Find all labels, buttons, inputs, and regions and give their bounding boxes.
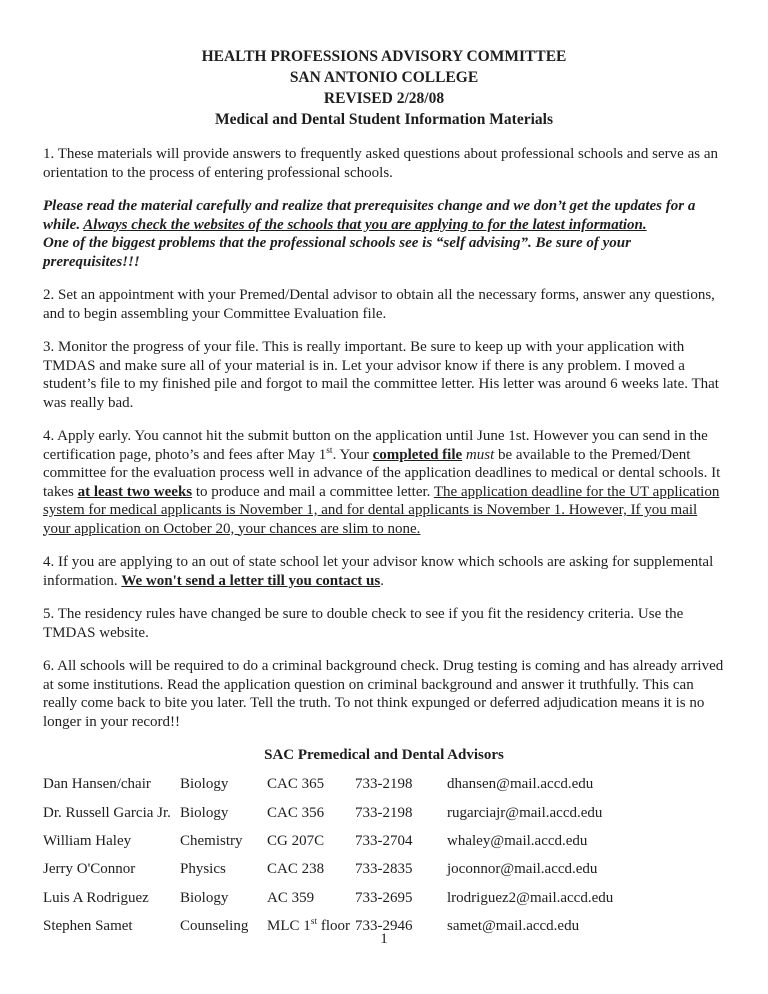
advisor-email: lrodriguez2@mail.accd.edu bbox=[447, 889, 614, 906]
advisors-table-heading: SAC Premedical and Dental Advisors bbox=[264, 747, 504, 763]
advisor-phone: 733-2704 bbox=[355, 832, 413, 849]
advisor-name: Dan Hansen/chair bbox=[43, 776, 151, 793]
table-row bbox=[43, 799, 725, 827]
advisor-email: rugarciajr@mail.accd.edu bbox=[447, 804, 603, 821]
advisors-table bbox=[43, 771, 725, 941]
paragraph-4-apply-early: 4. Apply early. You cannot hit the submit button on the application until June 1st. However you can send in the certification page, photo’s and fees after May 1st. Your completed file must be available to the Premed/Dent committee for the evaluation process well in advance of the application deadlines to medical or dental schools. It takes at least two weeks to produce and mail a committee letter. The application deadline for the UT application system for medical applicants is November 1, and for dental applicants is November 1. However, If you mail your application on October 20, your chances are slim to none. bbox=[43, 428, 721, 537]
advisor-office: CG 207C bbox=[267, 832, 325, 849]
advisor-name: William Haley bbox=[43, 832, 132, 849]
title-line-revised-date: REVISED 2/28/08 bbox=[323, 90, 445, 107]
advisor-phone: 733-2946 bbox=[355, 918, 413, 935]
advisor-email: joconnor@mail.accd.edu bbox=[447, 861, 598, 878]
advisor-department: Physics bbox=[180, 861, 226, 878]
paragraph-3-monitor-file: 3. Monitor the progress of your file. This is really important. Be sure to keep up with your application with TMDAS and make sure all of your material is in. Let your advisor know if there is any problem. I moved a student’s file to my finished pile and forgot to mail the committee letter. His letter was around 6 weeks late. That was really bad. bbox=[43, 339, 719, 411]
advisor-department: Biology bbox=[180, 889, 229, 906]
title-line-subject: Medical and Dental Student Information Materials bbox=[215, 111, 553, 128]
advisor-email: whaley@mail.accd.edu bbox=[447, 832, 588, 849]
paragraph-1-materials-intro: 1. These materials will provide answers to frequently asked questions about professional schools and serve as an orientation to the process of entering professional schools. bbox=[43, 146, 718, 181]
advisor-department: Biology bbox=[180, 804, 229, 821]
advisor-department: Counseling bbox=[180, 918, 249, 935]
advisor-email: samet@mail.accd.edu bbox=[447, 918, 580, 935]
advisor-name: Jerry O'Connor bbox=[43, 861, 136, 878]
advisor-office: AC 359 bbox=[267, 889, 315, 906]
title-line-college: SAN ANTONIO COLLEGE bbox=[289, 69, 479, 86]
advisor-department: Chemistry bbox=[180, 832, 243, 849]
advisor-office: CAC 365 bbox=[267, 776, 325, 793]
advisor-name: Luis A Rodriguez bbox=[43, 889, 149, 906]
table-row bbox=[43, 827, 725, 855]
advisor-office: CAC 238 bbox=[267, 861, 325, 878]
paragraph-4-out-of-state: 4. If you are applying to an out of state school let your advisor know which schools are asking for supplemental information. We won't send a letter till you contact us. bbox=[43, 554, 714, 589]
advisor-email: dhansen@mail.accd.edu bbox=[447, 776, 594, 793]
advisor-office: MLC 1st floor bbox=[267, 917, 351, 935]
advisor-phone: 733-2835 bbox=[355, 861, 413, 878]
advisor-department: Biology bbox=[180, 776, 229, 793]
advisor-name: Dr. Russell Garcia Jr. bbox=[43, 804, 171, 821]
advisor-phone: 733-2695 bbox=[355, 889, 413, 906]
paragraph-2-set-appointment: 2. Set an appointment with your Premed/Dental advisor to obtain all the necessary forms, answer any questions, and to begin assembling your Committee Evaluation file. bbox=[43, 287, 715, 322]
page-number: 1 bbox=[380, 931, 388, 947]
table-row bbox=[43, 856, 725, 884]
advisor-phone: 733-2198 bbox=[355, 804, 413, 821]
paragraph-6-background-check: 6. All schools will be required to do a criminal background check. Drug testing is coming and has already arrived at some institutions. Read the application question on criminal background and answer it truthfully. This can really come back to bite you later. Tell the truth. To not think expunged or deferred adjudication means it is no longer in your record!! bbox=[43, 658, 724, 730]
paragraph-prerequisites-warning: Please read the material carefully and realize that prerequisites change and we don’t get the updates for a while. Always check the websites of the schools that you are applying to for the latest information. One of the biggest problems that the professional schools see is “self advising”. Be sure of your prerequisites!!! bbox=[43, 198, 696, 270]
paragraph-5-residency-rules: 5. The residency rules have changed be sure to double check to see if you fit the residency criteria. Use the TMDAS website. bbox=[43, 606, 684, 641]
title-line-committee: HEALTH PROFESSIONS ADVISORY COMMITTEE bbox=[201, 48, 567, 65]
table-row bbox=[43, 884, 725, 912]
advisor-phone: 733-2198 bbox=[355, 776, 413, 793]
table-row bbox=[43, 771, 725, 799]
advisor-office: CAC 356 bbox=[267, 804, 325, 821]
advisor-name: Stephen Samet bbox=[43, 918, 133, 935]
document-title-block bbox=[43, 46, 725, 130]
